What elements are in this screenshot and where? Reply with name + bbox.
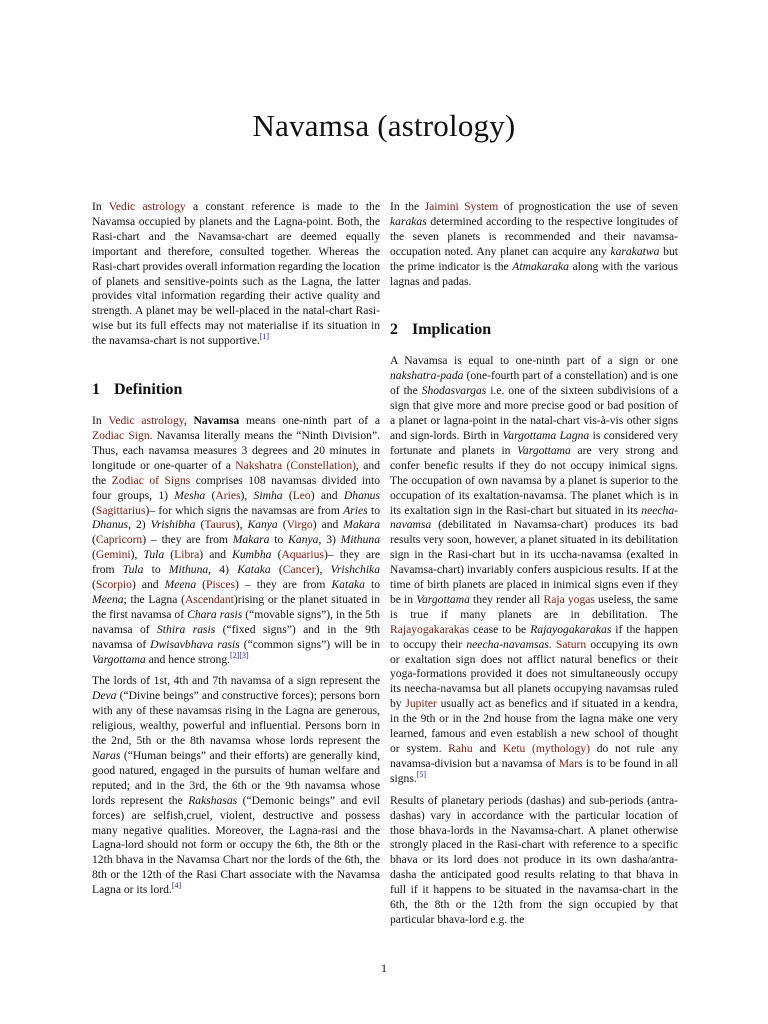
link-libra[interactable]: Libra — [174, 548, 200, 562]
link-zodiac-sign[interactable]: Zodiac Sign — [92, 428, 150, 442]
link-virgo[interactable]: Virgo — [286, 518, 313, 532]
link-rahu[interactable]: Rahu — [448, 742, 473, 755]
link-capricorn[interactable]: Capricorn — [95, 533, 143, 547]
link-taurus[interactable]: Taurus — [204, 518, 236, 532]
link-vedic-astrology-2[interactable]: Vedic astrology — [108, 414, 184, 428]
link-sagittarius[interactable]: Sagittarius — [95, 503, 146, 517]
link-raja-yogas[interactable]: Raja yogas — [543, 592, 595, 606]
definition-paragraph: In Vedic astrology, Navamsa means one-ninth part of a Zodiac Sign. Navamsa literally means the “Ninth Division”. Thus, each navamsa measures 3 degrees and 20 minutes in longitude or one-quarter of a Nakshatra (Constellation), and the Zodiac of Signs comprises 108 navamsas divided into four groups, 1) Mesha (Aries), Simha (Leo) and Dhanus (Sagittarius)– for which signs the navamsas are from Aries to Dhanus, 2) Vrishibha (Taurus), Kanya (Virgo) and Makara (Capricorn) – they are from Makara to Kanya, 3) Mithuna (Gemini), Tula (Libra) and Kumbha (Aquarius)– they are from Tula to Mithuna, 4) Kataka (Cancer), Vrishchika (Scorpio) and Meena (Pisces) – they are from Kataka to Meena; the Lagna (Ascendant)rising or the planet situated in the first navamsa of Chara rasis (“movable signs”), in the 5th navamsa of Sthira rasis (“fixed signs”) and in the 9th navamsa of Dwisavbhava rasis (“common signs”) will be in Vargottama and hence strong.[2][3] — [92, 414, 381, 666]
link-nakshatra[interactable]: Nakshatra (Constellation) — [235, 458, 357, 472]
link-aries[interactable]: Aries — [215, 488, 241, 502]
section-heading-implication: 2 Implication — [390, 321, 492, 339]
link-cancer[interactable]: Cancer — [282, 563, 316, 577]
link-ascendant[interactable]: Ascendant — [184, 592, 234, 606]
link-pisces[interactable]: Pisces — [206, 578, 236, 592]
implication-paragraph: A Navamsa is equal to one-ninth part of a sign or one nakshatra-pada (one-fourth part of a constellation) and is one of the Shodasvargas i.e. one of the sixteen subdivisions of a sign that give more and more precise good or bad position of a planet or lagna-point in the natal-chart vis-à-vis other signs and sign-lords. Birth in Vargottama Lagna is considered very fortunate and planets in Vargottama are very strong and confer benefic results if they do not occupy inimical signs. The occupation of own navamsa by a planet is superior to the occupation of its exaltation-navamsa. The planet which is in its exaltation sign in the Rasi-chart but situated in its neecha-navamsa (debilitated in Navamsa-chart) produces its bad results very soon, however, a planet situated in its debilitation sign in the Rasi-chart but in its uccha-navamsa (exalted in Navamsa-chart) invariably confers auspicious results. If at the time of birth planets are placed in inimical signs even if they be in Vargottama they render all Raja yogas useless, the same is true if many planets are in debilitation. The Rajayogakarakas cease to be Rajayogakarakas if the happen to occupy their neecha-navamsas. Saturn occupying its own or exaltation sign does not afflict natural benefics or their yoga-formations provided it does not simultaneously occupy its neecha-navamsa but all planets occupying navamsas ruled by Jupiter usually act as benefics and if situated in a kendra, in the 9th or in the 2nd house from the lagna make one very learned, famous and even establish a new school of thought or system. Rahu and Ketu (mythology) do not rule any navamsa-division but a navamsa of Mars is to be found in all signs.[5] — [390, 354, 679, 785]
link-aquarius[interactable]: Aquarius — [281, 548, 324, 562]
jaimini-paragraph: In the Jaimini System of prognostication the use of seven karakas determined according to the respective longitudes of the seven planets is recommended and their navamsa-occupation noted. Any planet can acquire any karakatwa but the prime indicator is the Atmakaraka along with the various lagnas and padas. — [390, 200, 679, 288]
term-navamsa: Navamsa — [193, 414, 240, 428]
right-column — [390, 200, 678, 935]
link-leo[interactable]: Leo — [292, 488, 311, 502]
link-jaimini-system[interactable]: Jaimini System — [424, 200, 499, 213]
link-jupiter[interactable]: Jupiter — [405, 697, 437, 711]
citation-5[interactable]: [5] — [416, 769, 427, 779]
citation-2[interactable]: [2] — [230, 650, 240, 660]
citation-1[interactable]: [1] — [259, 332, 270, 342]
link-zodiac-of-signs[interactable]: Zodiac of Signs — [111, 473, 191, 487]
link-mars[interactable]: Mars — [558, 756, 583, 770]
link-ketu[interactable]: Ketu (mythology) — [502, 742, 591, 755]
left-column — [92, 200, 380, 905]
link-saturn[interactable]: Saturn — [555, 637, 587, 651]
citation-3[interactable]: [3] — [239, 650, 249, 660]
intro-paragraph: In Vedic astrology a constant reference is made to the Navamsa occupied by planets and the Lagna-point. Both, the Rasi-chart and the Navamsa-chart are deemed equally important and therefore, consulted together. Whereas the Rasi-chart provides overall information regarding the location of planets and sensitive-points such as the Lagna, the latter provides vital information regarding their active quality and strength. A planet may be well-placed in the natal-chart Rasi-wise but its full effects may not materialise if its situation in the navamsa-chart is not supportive.[1] — [92, 200, 380, 348]
link-rajayogakarakas[interactable]: Rajayogakarakas — [390, 622, 470, 636]
section-heading-definition: 1 Definition — [92, 381, 183, 399]
dasha-paragraph: Results of planetary periods (dashas) and sub-periods (antra-dashas) vary in accordance with the particular location of those bhava-lords in the Navamsa-chart. A planet otherwise strongly placed in the Rasi-chart with reference to a specific bhava or its lord does not produce in its own dasha/antra-dasha the anticipated good results relating to that bhava in full if it happens to be situated in the navamsa-chart in the 6th, the 8th or the 12th from the sign occupied by that particular bhava-lord e.g. the — [390, 793, 678, 926]
page-title: Navamsa (astrology) — [252, 108, 516, 143]
link-vedic-astrology[interactable]: Vedic astrology — [108, 200, 186, 213]
lords-paragraph: The lords of 1st, 4th and 7th navamsa of a sign represent the Deva (“Divine beings” and constructive forces); persons born with any of these navamsas rising in the Lagna are generous, religious, wealthy, powerful and influential. Persons born in the 2nd, 5th or the 8th navamsa whose lords represent the Naras (“Human beings” and their efforts) are generally kind, good natured, engaged in the pursuits of human welfare and reputed; and in the 3rd, the 6th or the 9th navamsa whose lords represent the Rakshasas (“Demonic beings” and evil forces) are selfish,cruel, violent, destructive and possess many negative qualities. Moreover, the Lagna-rasi and the Lagna-lord should not form or occupy the 6th, the 8th or the 12th bhava in the Navamsa Chart nor the lords of the 6th, the 8th or the 12th of the Rasi Chart associate with the Navamsa Lagna or its lord.[4] — [92, 674, 380, 897]
link-scorpio[interactable]: Scorpio — [95, 578, 132, 592]
link-gemini[interactable]: Gemini — [95, 548, 131, 562]
citation-4[interactable]: [4] — [171, 881, 182, 891]
page-number: 1 — [381, 961, 387, 975]
